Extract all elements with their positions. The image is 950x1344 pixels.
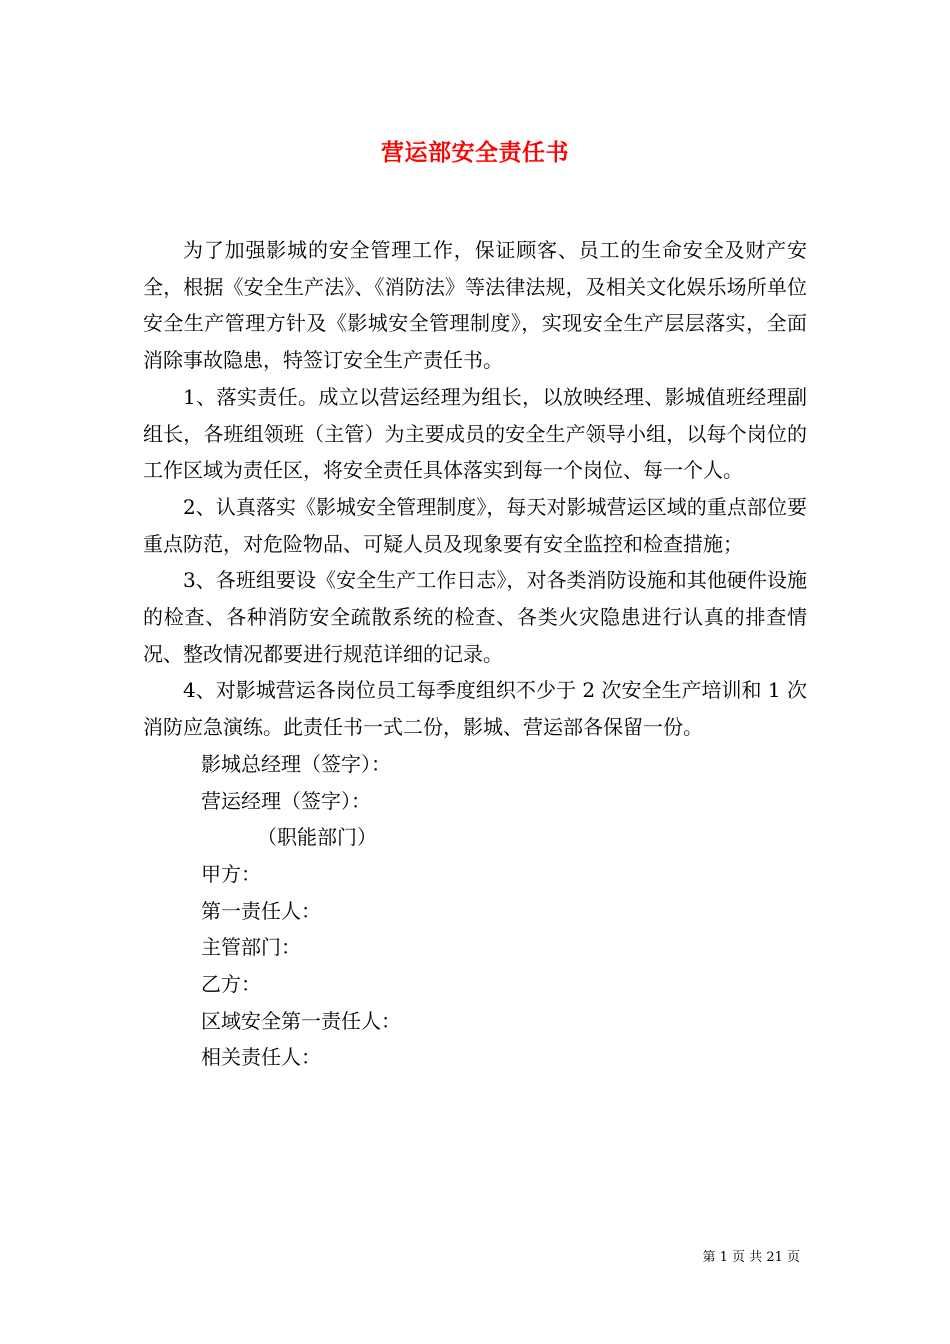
area-first-responsible-line: 区域安全第一责任人： (201, 1008, 401, 1033)
document-body (143, 232, 807, 1076)
clause-1-paragraph: 1、落实责任。成立以营运经理为组长，以放映经理、影城值班经理副组长，各班组领班（主管）为主要成员的安全生产领导小组，以每个岗位的工作区域为责任区，将安全责任具体落实到每一个岗位、每一个人。 (143, 384, 807, 483)
document-title: 营运部安全责任书 (381, 139, 569, 166)
related-responsible-line: 相关责任人： (201, 1045, 321, 1070)
party-b-line: 乙方： (201, 972, 261, 997)
page-number: 第 1 页 共 21 页 (702, 1250, 800, 1265)
clause-4-paragraph: 4、对影城营运各岗位员工每季度组织不少于 2 次安全生产培训和 1 次消防应急演练。此责任书一式二份，影城、营运部各保留一份。 (143, 678, 807, 740)
functional-dept-label: （职能部门） (257, 825, 377, 850)
ops-manager-signature-line: 营运经理（签字）： (201, 788, 371, 813)
first-responsible-line: 第一责任人： (201, 898, 321, 923)
supervising-dept-line: 主管部门： (201, 935, 301, 960)
clause-3-paragraph: 3、各班组要设《安全生产工作日志》，对各类消防设施和其他硬件设施的检查、各种消防安全疏散系统的检查、各类火灾隐患进行认真的排查情况、整改情况都要进行规范详细的记录。 (143, 568, 807, 666)
gm-signature-line: 影城总经理（签字）： (201, 751, 391, 776)
clause-2-paragraph: 2、认真落实《影城安全管理制度》，每天对影城营运区域的重点部位要重点防范，对危险物品、可疑人员及现象要有安全监控和检查措施； (143, 494, 807, 556)
signature-block (143, 746, 807, 1076)
intro-paragraph: 为了加强影城的安全管理工作，保证顾客、员工的生命安全及财产安全，根据《安全生产法》、《消防法》等法律法规，及相关文化娱乐场所单位安全生产管理方针及《影城安全管理制度》，实现安全生产层层落实，全面消除事故隐患，特签订安全生产责任书。 (143, 238, 807, 373)
party-a-line: 甲方： (201, 861, 261, 886)
